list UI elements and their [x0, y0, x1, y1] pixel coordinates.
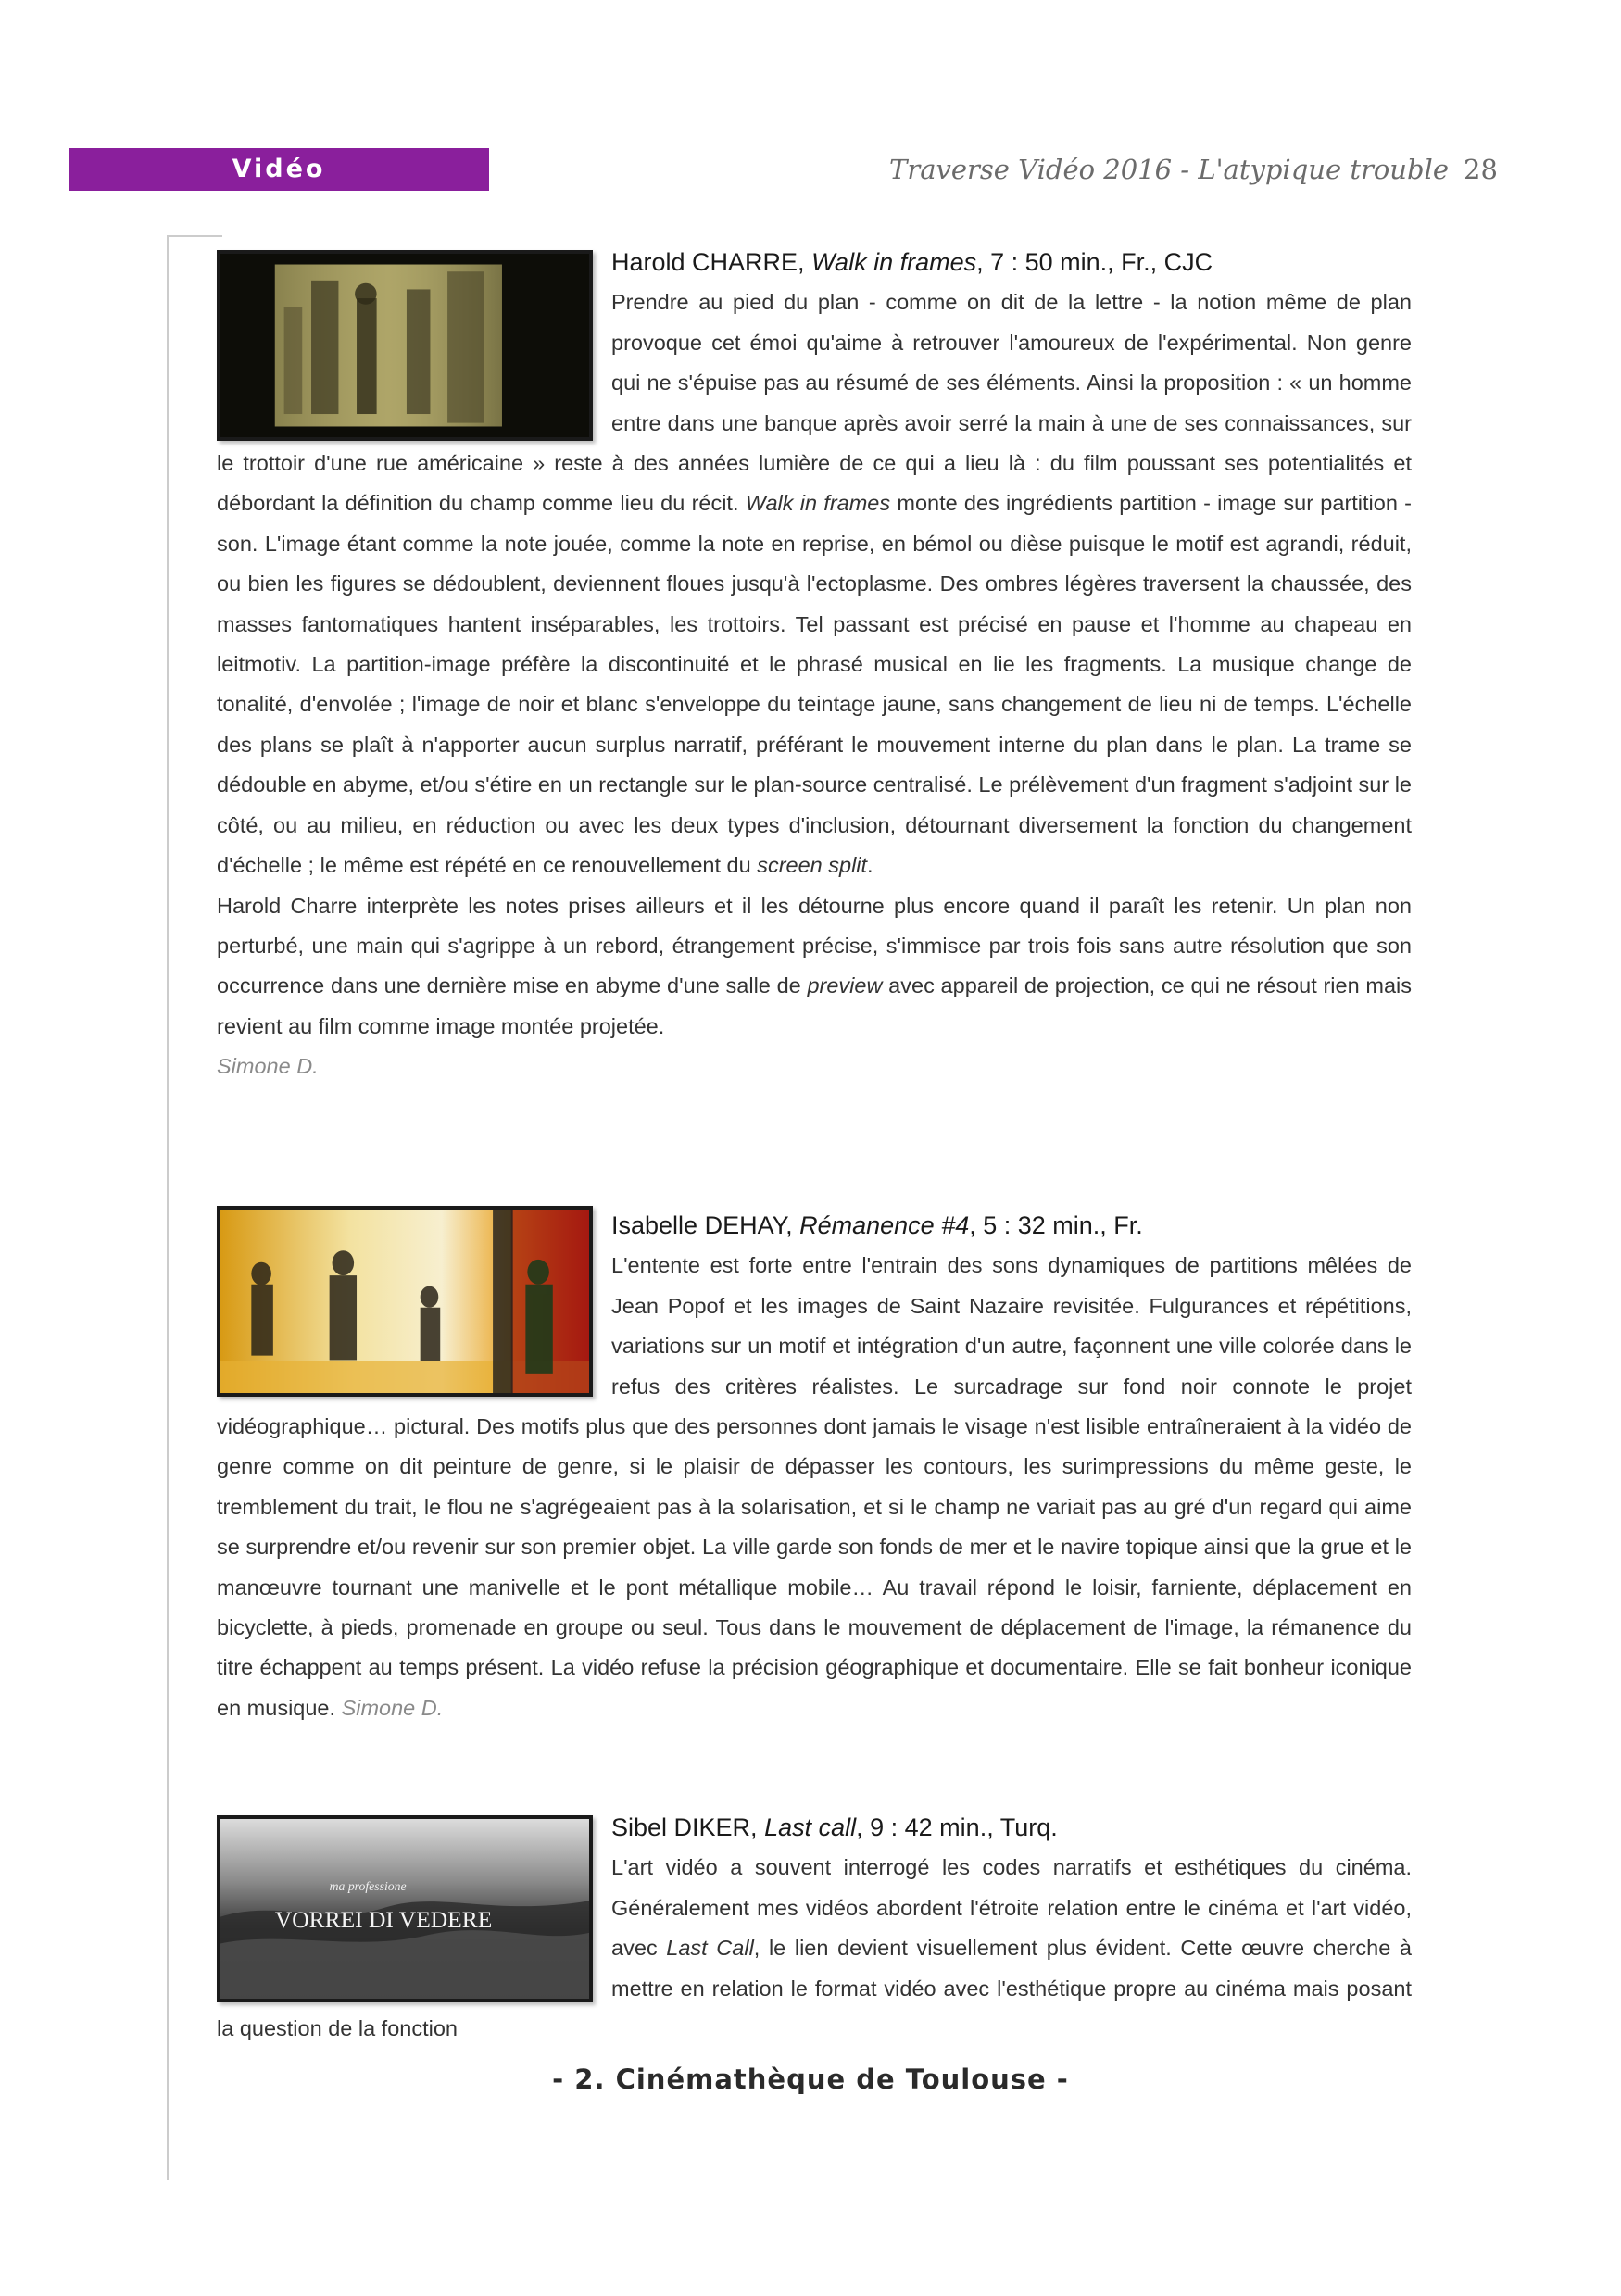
float-spacer	[217, 1812, 611, 2002]
heading-author: Harold CHARRE,	[611, 248, 812, 276]
heading-title: Last call	[764, 1813, 857, 1841]
article-last-call	[217, 1808, 1412, 2049]
float-spacer	[217, 1210, 611, 1400]
float-spacer	[217, 246, 611, 437]
heading-title: Rémanence #4	[799, 1211, 970, 1239]
text-em: screen split	[757, 853, 868, 878]
heading-title: Walk in frames	[811, 248, 977, 276]
running-title: Traverse Vidéo 2016 - L'atypique trouble	[889, 154, 1449, 185]
text-run: Prendre au pied du plan - comme on dit de la lettre - la notion même de plan provoque cet émoi qu'aime à retrouver l'amoureux de l'expérimental. Non genre qui ne s'épuise pas au résumé de ses éléments. Ainsi la proposition : « un homme entre dans une banque après avoir serré la main à une de ses connaissances, sur le trottoir d'une rue américaine » reste à des années lumière de ce qui a lieu là : du film poussant ses potentialités et débordant la définition du champ comme lieu du récit.	[217, 290, 1412, 516]
text-em: preview	[807, 973, 883, 998]
text-run: Harold Charre interprète les notes prises ailleurs et il les détourne plus encore quand il paraît les retenir. Un plan non perturbé, une main qui s'agrippe à un rebord, étrangement précise, s'immisce par trois fois sans autre résolution que son occurrence dans une dernière mise en abyme d'une salle de	[217, 893, 1412, 998]
heading-meta: , 5 : 32 min., Fr.	[969, 1211, 1143, 1239]
text-run: .	[867, 853, 873, 878]
signature: Simone D.	[217, 1054, 319, 1079]
heading-author: Isabelle DEHAY,	[611, 1211, 800, 1239]
text-run: monte des ingrédients partition - image sur partition - son. L'image étant comme la note jouée, comme la note en reprise, en bémol ou dièse puisque le motif est agrandi, réduit, ou bien les figures se dédoublent, deviennent floues jusqu'à l'ectoplasme. Des ombres légères traversent la chaussée, des masses fantomatiques hantent inséparables, les trottoirs. Tel passant est précisé en pause et l'homme au chapeau en leitmotiv. La partition-image préfère la discontinuité et le phrasé musical en lie les fragments. La musique change de tonalité, d'envolée ; l'image de noir et blanc s'enveloppe du teintage jaune, sans changement de lieu ni de temps. L'échelle des plans se plaît à n'apporter aucun surplus narratif, préférant le mouvement interne du plan dans le plan. La trame se dédouble en abyme, et/ou s'étire en un rectangle sur le plan-source centralisé. Le prélèvement d'un fragment s'adjoint sur le côté, ou au milieu, en réduction ou avec les deux types d'inclusion, détournant diversement la fonction du changement d'échelle ; le même est répété en ce renouvellement du	[217, 491, 1412, 878]
margin-rule	[167, 235, 169, 2180]
text-run: L'entente est forte entre l'entrain des sons dynamiques de partitions mêlées de Jean Popof et les images de Saint Nazaire revisitée. Fulgurances et répétitions, variations sur un motif et intégration d'un autre, façonnent une ville colorée dans le refus des critères réalistes. Le surcadrage sur fond noir connote le projet vidéographique… pictural. Des motifs plus que des personnes dont jamais le visage n'est lisible entraîneraient à la vidéo de genre comme on dit peinture de genre, si le plaisir de dépasser les contours, les surimpressions du même geste, le tremblement du trait, le flou ne s'agrégeaient pas à la solarisation, et si le champ ne variait pas au gré d'un regard qui aime se surprendre et/ou revenir sur son premier objet. La ville garde son fonds de mer et le navire topique ainsi que la grue et le manœuvre tournant une manivelle et le pont métallique mobile… Au travail répond le loisir, farniente, déplacement en bicyclette, à pieds, promenade en groupe ou seul. Tous dans le mouvement de déplacement de l'image, la rémanence du titre échappent au temps présent. La vidéo refuse la précision géographique et documentaire. Elle se fait bonheur iconique en musique.	[217, 1253, 1412, 1720]
text-run: L'art vidéo a souvent interrogé les codes narratifs et esthétiques du cinéma. Généralement mes vidéos abordent l'étroite relation entre le cinéma et l'art vidéo, avec	[611, 1855, 1412, 1961]
section-label: Vidéo	[69, 148, 489, 191]
text-run: , le lien devient visuellement plus évident. Cette œuvre cherche à mettre en relation le format vidéo avec l'esthétique propre au cinéma mais posant la question de la fonction	[217, 1936, 1412, 2041]
article-walk-in-frames	[217, 243, 1412, 1087]
article-remanence-4	[217, 1206, 1412, 1728]
text-em: Walk in frames	[745, 491, 891, 516]
heading-author: Sibel DIKER,	[611, 1813, 765, 1841]
page-number: 28	[1464, 154, 1498, 185]
page-footer: - 2. Cinémathèque de Toulouse -	[552, 2064, 1069, 2095]
text-em: Last Call	[666, 1936, 754, 1961]
heading-meta: , 7 : 50 min., Fr., CJC	[976, 248, 1213, 276]
margin-rule-tick	[167, 235, 222, 237]
paragraph	[217, 886, 1412, 1048]
heading-meta: , 9 : 42 min., Turq.	[856, 1813, 1058, 1841]
thumb-caption-small: ma professione	[329, 1878, 407, 1893]
text-run: avec appareil de projection, ce qui ne résout rien mais revient au film comme image montée projetée.	[217, 973, 1413, 1038]
running-header	[889, 154, 1498, 185]
signature: Simone D.	[341, 1695, 444, 1720]
thumb-caption-big: VORREI DI VEDERE	[274, 1908, 493, 1934]
